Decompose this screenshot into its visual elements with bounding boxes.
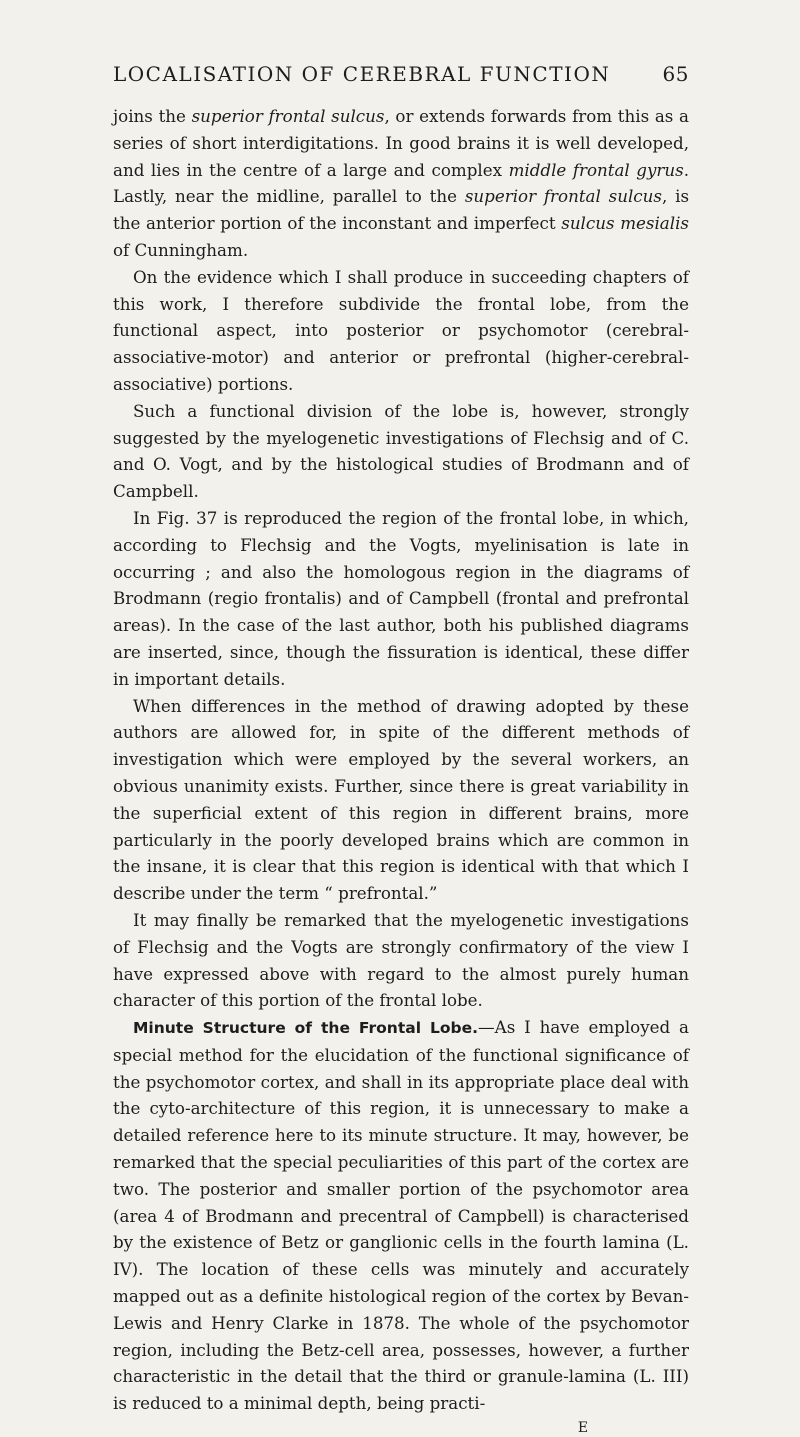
- text-run: Such a functional division of the lobe is, however, strongly suggested by the myelogenetic investigations of Flechsig and of C. and O. Vogt, and by the histological studies of Brodmann and of Campbell.: [113, 400, 689, 502]
- paragraph: [113, 103, 689, 264]
- paragraph: [113, 1014, 689, 1417]
- italic-term: superior frontal sulcus: [464, 186, 662, 207]
- paragraph: [113, 505, 689, 693]
- running-header: [113, 62, 689, 86]
- text-run: , is the anterior portion of the inconstant and imperfect: [113, 186, 690, 234]
- section-heading: Minute Structure of the Frontal Lobe.: [133, 1019, 478, 1038]
- running-title: LOCALISATION OF CEREBRAL FUNCTION: [113, 62, 611, 86]
- text-run: When differences in the method of drawing adopted by these authors are allowed for, in spite of the different methods of investigation which were employed by the several workers, an obvious unanimity exists. Further, since there is great variability in the superficial extent of this region in different brains, more particularly in the poorly developed brains which are common in the insane, it is clear that this region is identical with that which I describe under the term “ prefrontal.”: [113, 695, 689, 904]
- page: [113, 62, 689, 1437]
- paragraph: [113, 907, 689, 1014]
- page-number: 65: [662, 62, 689, 86]
- body-text: [113, 103, 689, 1417]
- paragraph: [113, 264, 689, 398]
- signature-mark: E: [577, 1420, 589, 1437]
- text-run: —As I have employed a special method for the elucidation of the functional significance of the psychomotor cortex, and shall in its appropriate place deal with the cyto-architecture of this region, it is unnecessary to make a detailed reference here to its minute structure. It may, however, be remarked that the special peculiarities of this part of the cortex are two. The posterior and smaller portion of the psychomotor area (area 4 of Brodmann and precentral of Campbell) is characterised by the existence of Betz or ganglionic cells in the fourth lamina (L. IV). The location of these cells was minutely and accurately mapped out as a definite histological region of the cortex by Bevan-Lewis and Henry Clarke in 1878. The whole of the psychomotor region, including the Betz-cell area, possesses, however, a further characteristic in the detail that the third or granule-lamina (L. III) is reduced to a minimal depth, being practi-: [113, 1017, 689, 1414]
- italic-term: superior frontal sulcus: [191, 106, 385, 126]
- text-run: joins the: [113, 106, 192, 126]
- italic-term: middle frontal gyrus: [508, 159, 684, 180]
- italic-term: sulcus mesialis: [561, 213, 689, 234]
- text-run: of Cunningham.: [113, 239, 249, 260]
- text-run: . Lastly, near the midline, parallel to the: [113, 159, 689, 207]
- paragraph: [113, 693, 689, 907]
- paragraph: [113, 398, 689, 505]
- text-run: It may finally be remarked that the myelogenetic investigations of Flechsig and the Vogts are strongly confirmatory of the view I have expressed above with regard to the almost purely human character of this portion of the frontal lobe.: [113, 909, 689, 1011]
- text-run: In Fig. 37 is reproduced the region of the frontal lobe, in which, according to Flechsig and the Vogts, myelinisation is late in occurring ; and also the homologous region in the diagrams of Brodmann (regio frontalis) and of Campbell (frontal and prefrontal areas). In the case of the last author, both his published diagrams are inserted, since, though the fissuration is identical, these differ in important details.: [113, 507, 689, 689]
- text-run: , or extends forwards from this as a series of short interdigitations. In good brains it is well developed, and lies in the centre of a large and complex: [113, 106, 689, 180]
- text-run: On the evidence which I shall produce in succeeding chapters of this work, I therefore subdivide the frontal lobe, from the functional aspect, into posterior or psychomotor (cerebral-associative-motor) and anterior or prefrontal (higher-cerebral-associative) portions.: [113, 266, 689, 394]
